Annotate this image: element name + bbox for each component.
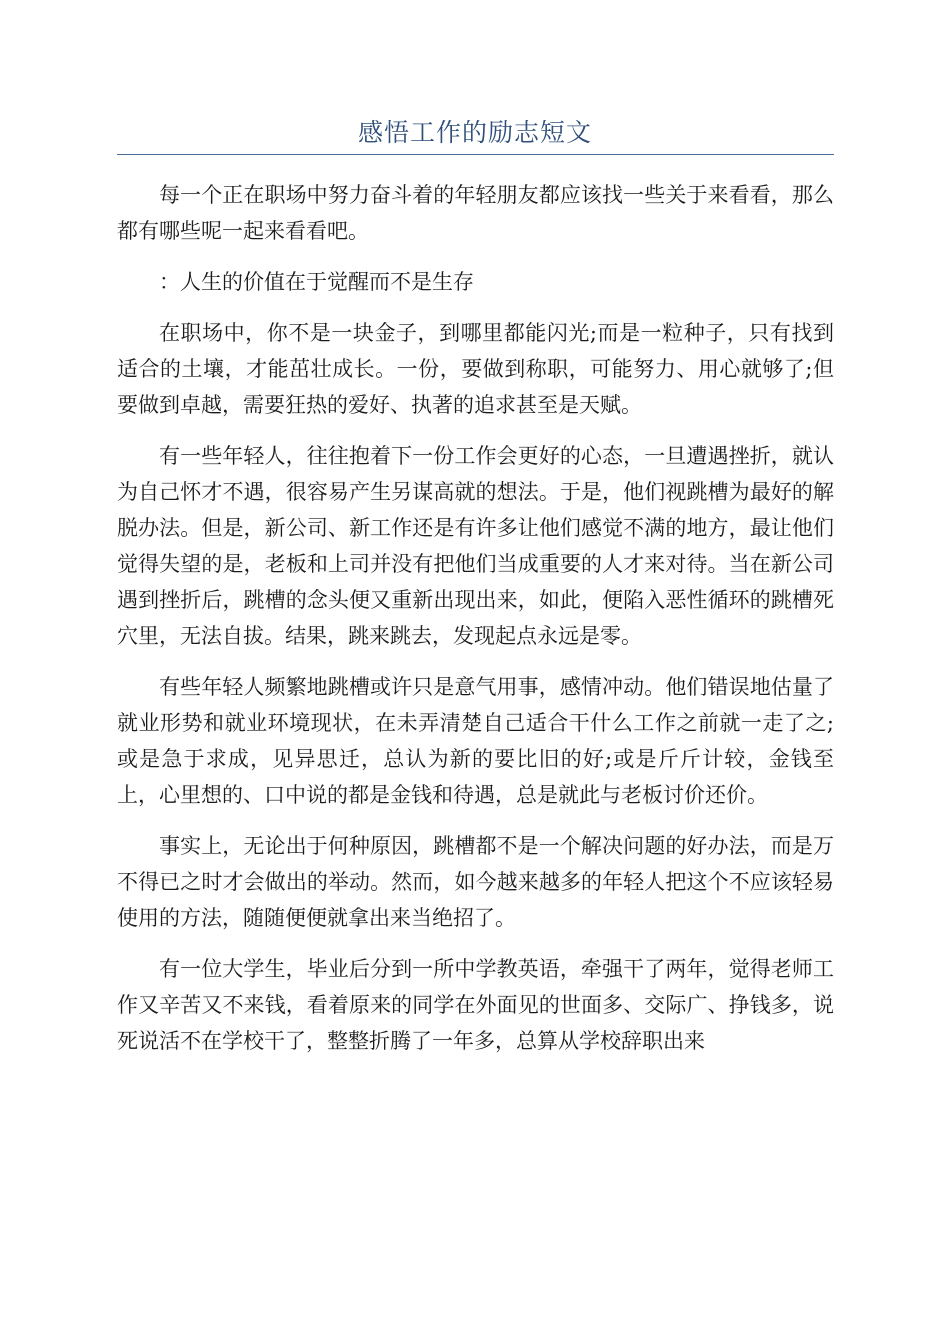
paragraph: 有些年轻人频繁地跳槽或许只是意气用事，感情冲动。他们错误地估量了就业形势和就业环境现状，在未弄清楚自己适合干什么工作之前就一走了之;或是急于求成，见异思迁，总认为新的要比旧的好;或是斤斤计较，金钱至上，心里想的、口中说的都是金钱和待遇，总是就此与老板讨价还价。: [117, 675, 834, 807]
title-underline: [117, 154, 834, 155]
paragraph: 在职场中，你不是一块金子，到哪里都能闪光;而是一粒种子，只有找到适合的土壤，才能茁壮成长。一份，要做到称职，可能努力、用心就够了;但要做到卓越，需要狂热的爱好、执著的追求甚至是天赋。: [117, 321, 834, 417]
paragraph: 有一些年轻人，往往抱着下一份工作会更好的心态，一旦遭遇挫折，就认为自己怀才不遇，很容易产生另谋高就的想法。于是，他们视跳槽为最好的解脱办法。但是，新公司、新工作还是有许多让他们感觉不满的地方，最让他们觉得失望的是，老板和上司并没有把他们当成重要的人才来对待。当在新公司遇到挫折后，跳槽的念头便又重新出现出来，如此，便陷入恶性循环的跳槽死穴里，无法自拔。结果，跳来跳去，发现起点永远是零。: [117, 444, 834, 648]
document-body: [117, 177, 834, 1074]
paragraph: 事实上，无论出于何种原因，跳槽都不是一个解决问题的好办法，而是万不得已之时才会做出的举动。然而，如今越来越多的年轻人把这个不应该轻易使用的方法，随随便便就拿出来当绝招了。: [117, 834, 834, 930]
paragraph: 每一个正在职场中努力奋斗着的年轻朋友都应该找一些关于来看看，那么都有哪些呢一起来看看吧。: [117, 183, 834, 243]
paragraph: ：人生的价值在于觉醒而不是生存: [159, 270, 474, 294]
document-title: 感悟工作的励志短文: [357, 118, 592, 147]
paragraph: 有一位大学生，毕业后分到一所中学教英语，牵强干了两年，觉得老师工作又辛苦又不来钱，看着原来的同学在外面见的世面多、交际广、挣钱多，说死说活不在学校干了，整整折腾了一年多，总算从学校辞职出来: [117, 957, 834, 1053]
